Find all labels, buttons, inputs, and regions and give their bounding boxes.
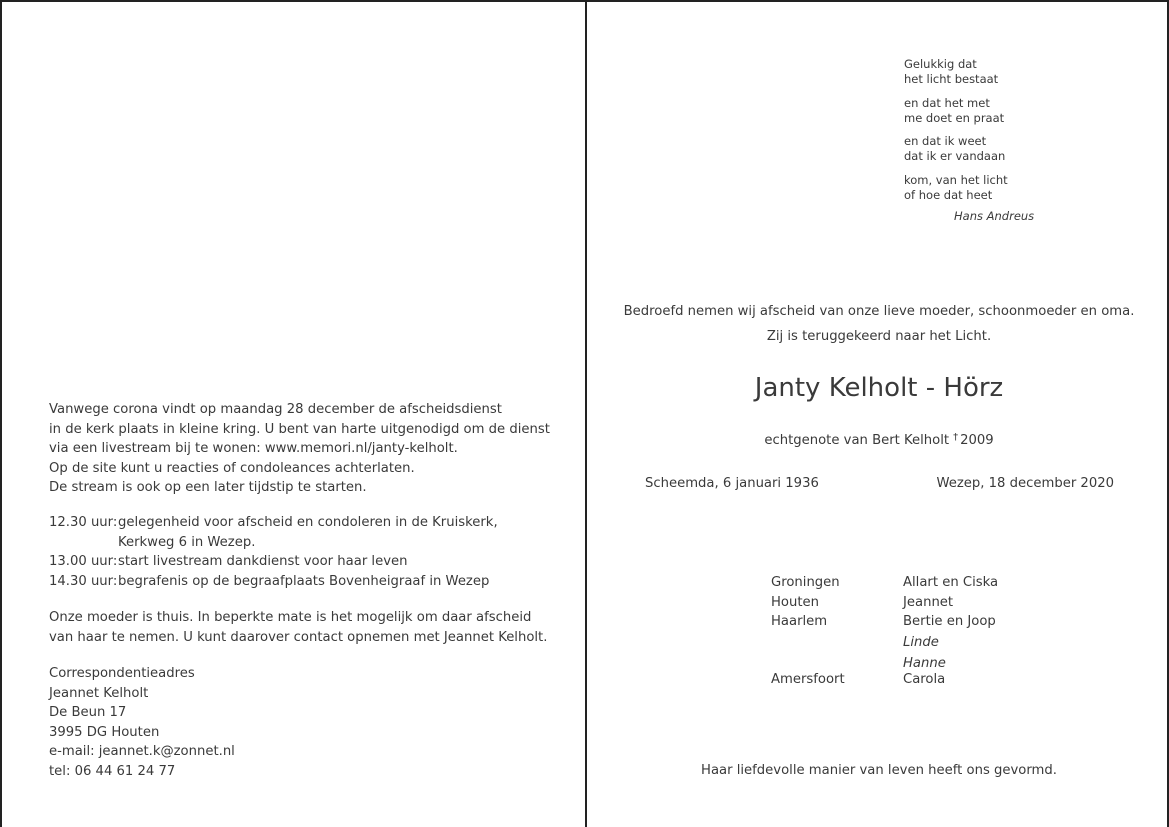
- family-place: Groningen: [771, 575, 840, 590]
- death-place-date: Wezep, 18 december 2020: [936, 476, 1114, 491]
- family-names: Carola: [903, 672, 946, 688]
- grandchild-name: Hanne: [903, 655, 946, 671]
- schedule-time: 12.30 uur:: [49, 515, 118, 530]
- correspondence-email: e-mail: jeannet.k@zonnet.nl: [49, 744, 235, 760]
- correspondence-heading: Correspondentieadres: [49, 666, 195, 681]
- light-text: Zij is teruggekeerd naar het Licht.: [766, 329, 992, 344]
- schedule-row: [49, 533, 498, 553]
- intro-line: in de kerk plaats in kleine kring. U bent van harte uitgenodigd om de dienst: [49, 421, 550, 437]
- poem-stanza: [904, 96, 1008, 127]
- schedule-text: begrafenis op de begraafplaats Bovenheigraaf in Wezep: [118, 573, 490, 589]
- schedule-row: [49, 513, 498, 533]
- poem-line: het licht bestaat: [904, 72, 999, 87]
- correspondence-city: 3995 DG Houten: [49, 724, 160, 740]
- family-row: [771, 573, 998, 593]
- poem-line: me doet en praat: [904, 110, 1005, 125]
- poem-line: kom, van het licht: [904, 172, 1008, 187]
- deceased-name: Janty Kelholt - Hörz: [754, 373, 1004, 403]
- poem: [904, 57, 1008, 211]
- poem-stanza: [904, 57, 1008, 88]
- family-names: Jeannet: [903, 594, 954, 610]
- family-place: Amersfoort: [771, 672, 845, 688]
- home-visit-line: van haar te nemen. U kunt daarover contact opnemen met Jeannet Kelholt.: [49, 629, 548, 645]
- farewell-text: Bedroefd nemen wij afscheid van onze lieve moeder, schoonmoeder en oma.: [623, 304, 1135, 319]
- birth-place-date: Scheemda, 6 januari 1936: [645, 476, 819, 491]
- family-names: Allart en Ciska: [903, 575, 999, 590]
- schedule-time: 14.30 uur:: [49, 573, 118, 589]
- intro-paragraph: [49, 400, 550, 498]
- schedule-time: 13.00 uur:: [49, 554, 118, 570]
- family-place: Haarlem: [771, 614, 828, 630]
- correspondence-street: De Beun 17: [49, 705, 127, 721]
- schedule-row: [49, 572, 498, 592]
- spouse-text: echtgenote van Bert Kelholt: [764, 433, 950, 448]
- poem-line: Gelukkig dat: [904, 57, 977, 71]
- schedule-row: [49, 552, 498, 572]
- schedule: [49, 513, 498, 591]
- poem-stanza: [904, 173, 1008, 204]
- home-visit-line: Onze moeder is thuis. In beperkte mate is het mogelijk om daar afscheid: [49, 610, 532, 625]
- family-row: [771, 612, 998, 670]
- grandchild-name: Linde: [903, 634, 939, 650]
- intro-line: via een livestream bij te wonen: www.memori.nl/janty-kelholt.: [49, 441, 458, 457]
- schedule-text: start livestream dankdienst voor haar leven: [118, 554, 408, 570]
- poem-line: en dat ik weet: [904, 134, 987, 149]
- right-page: [585, 0, 1169, 827]
- spouse-year: 2009: [960, 433, 994, 448]
- poem-line: en dat het met: [904, 95, 990, 110]
- intro-line: Op de site kunt u reacties of condoleances achterlaten.: [49, 460, 415, 476]
- poem-line: of hoe dat heet: [904, 188, 993, 203]
- spouse-line: [587, 432, 1169, 448]
- poem-line: dat ik er vandaan: [904, 149, 1006, 164]
- poem-author: Hans Andreus: [954, 209, 1035, 223]
- family-row: [771, 593, 998, 613]
- poem-stanza: [904, 134, 1008, 165]
- schedule-time: [49, 533, 118, 553]
- intro-line: Vanwege corona vindt op maandag 28 december de afscheidsdienst: [49, 402, 502, 417]
- family-place: Houten: [771, 594, 819, 610]
- correspondence-phone: tel: 06 44 61 24 77: [49, 763, 176, 779]
- home-visit-paragraph: [49, 608, 547, 647]
- cross-icon: †: [953, 432, 959, 443]
- schedule-text: gelegenheid voor afscheid en condoleren in de Kruiskerk,: [118, 515, 498, 530]
- correspondence-address: [49, 664, 235, 782]
- intro-line: De stream is ook op een later tijdstip te starten.: [49, 480, 367, 496]
- family-list: [771, 573, 998, 690]
- closing-text: Haar liefdevolle manier van leven heeft ons gevormd.: [701, 763, 1057, 778]
- schedule-text: Kerkweg 6 in Wezep.: [118, 534, 256, 550]
- correspondence-name: Jeannet Kelholt: [49, 685, 149, 701]
- family-names: Bertie en Joop: [903, 614, 996, 630]
